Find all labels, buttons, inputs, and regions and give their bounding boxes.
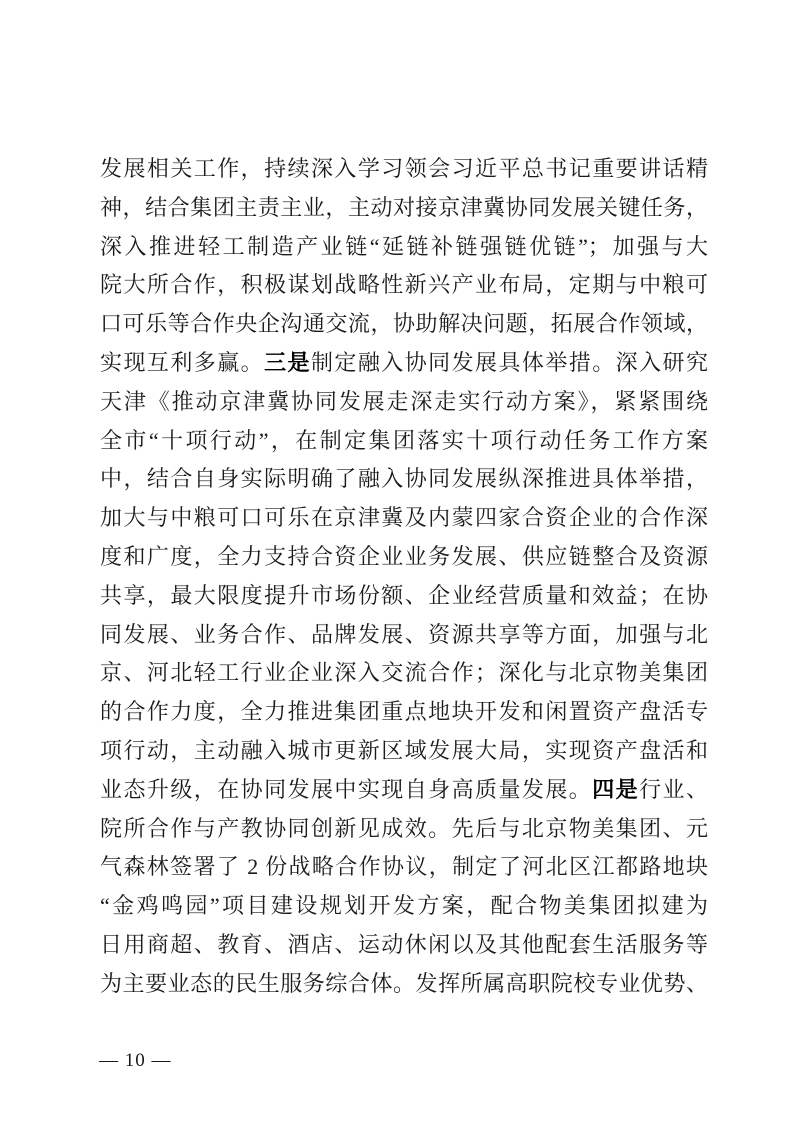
text-run: 中，结合自身实际明确了融入协同发展纵深推进具体举措， — [100, 466, 708, 492]
text-run: 日用商超、教育、酒店、运动休闲以及其他配套生活服务等 — [100, 931, 708, 957]
text-line — [100, 810, 708, 849]
text-run: 共享，最大限度提升市场份额、企业经营质量和效益；在协 — [100, 582, 708, 608]
text-run: 度和广度，全力支持合资企业业务发展、供应链整合及资源 — [100, 543, 708, 569]
text-run: 全市“十项行动”，在制定集团落实十项行动任务工作方案 — [100, 427, 708, 453]
text-line — [100, 848, 708, 887]
text-line — [100, 577, 708, 616]
text-line — [100, 616, 708, 655]
text-run: 的合作力度，全力推进集团重点地块开发和闲置资产盘活专 — [100, 699, 708, 725]
text-line — [100, 771, 708, 810]
text-line — [100, 887, 708, 926]
text-line — [100, 305, 708, 344]
text-run: 项行动，主动融入城市更新区域发展大局，实现资产盘活和 — [100, 737, 708, 763]
text-run: 发展相关工作，持续深入学习领会习近平总书记重要讲话精 — [100, 156, 708, 181]
text-line — [100, 499, 708, 538]
bold-run: 四是 — [592, 776, 640, 802]
text-line — [100, 926, 708, 965]
text-run: 神，结合集团主责主业，主动对接京津冀协同发展关键任务， — [100, 194, 708, 220]
text-run: 为主要业态的民生服务综合体。发挥所属高职院校专业优势、 — [100, 970, 708, 996]
text-line — [100, 150, 708, 189]
text-run: 京、河北轻工行业企业深入交流合作；深化与北京物美集团 — [100, 660, 708, 686]
text-run: 院所合作与产教协同创新见成效。先后与北京物美集团、元 — [100, 815, 708, 841]
text-line — [100, 965, 708, 1004]
text-run: 实现互利多赢。 — [100, 349, 265, 375]
text-run: 行业、 — [639, 776, 708, 802]
text-line — [100, 693, 708, 732]
text-line — [100, 228, 708, 267]
page-number: — 10 — — [99, 1050, 172, 1071]
text-run: 气森林签署了 2 份战略合作协议，制定了河北区江都路地块 — [100, 854, 708, 880]
text-line — [100, 344, 708, 383]
body-text — [100, 150, 708, 1004]
text-run: “金鸡鸣园”项目建设规划开发方案，配合物美集团拟建为 — [100, 893, 708, 919]
text-line — [100, 266, 708, 305]
text-run: 业态升级，在协同发展中实现自身高质量发展。 — [100, 776, 593, 802]
text-run: 口可乐等合作央企沟通交流，协助解决问题，拓展合作领域， — [100, 311, 708, 337]
text-run: 深入推进轻工制造产业链“延链补链强链优链”；加强与大 — [100, 233, 708, 259]
text-line — [100, 460, 708, 499]
text-run: 加大与中粮可口可乐在京津冀及内蒙四家合资企业的合作深 — [100, 505, 708, 531]
text-run: 制定融入协同发展具体举措。深入研究 — [310, 349, 708, 375]
text-line — [100, 654, 708, 693]
text-run: 院大所合作，积极谋划战略性新兴产业布局，定期与中粮可 — [100, 272, 708, 298]
text-run: 天津《推动京津冀协同发展走深走实行动方案》，紧紧围绕 — [100, 388, 708, 414]
text-line — [100, 189, 708, 228]
text-line — [100, 383, 708, 422]
text-line — [100, 732, 708, 771]
text-line — [100, 422, 708, 461]
text-line — [100, 538, 708, 577]
bold-run: 三是 — [264, 349, 311, 375]
text-run: 同发展、业务合作、品牌发展、资源共享等方面，加强与北 — [100, 621, 708, 647]
